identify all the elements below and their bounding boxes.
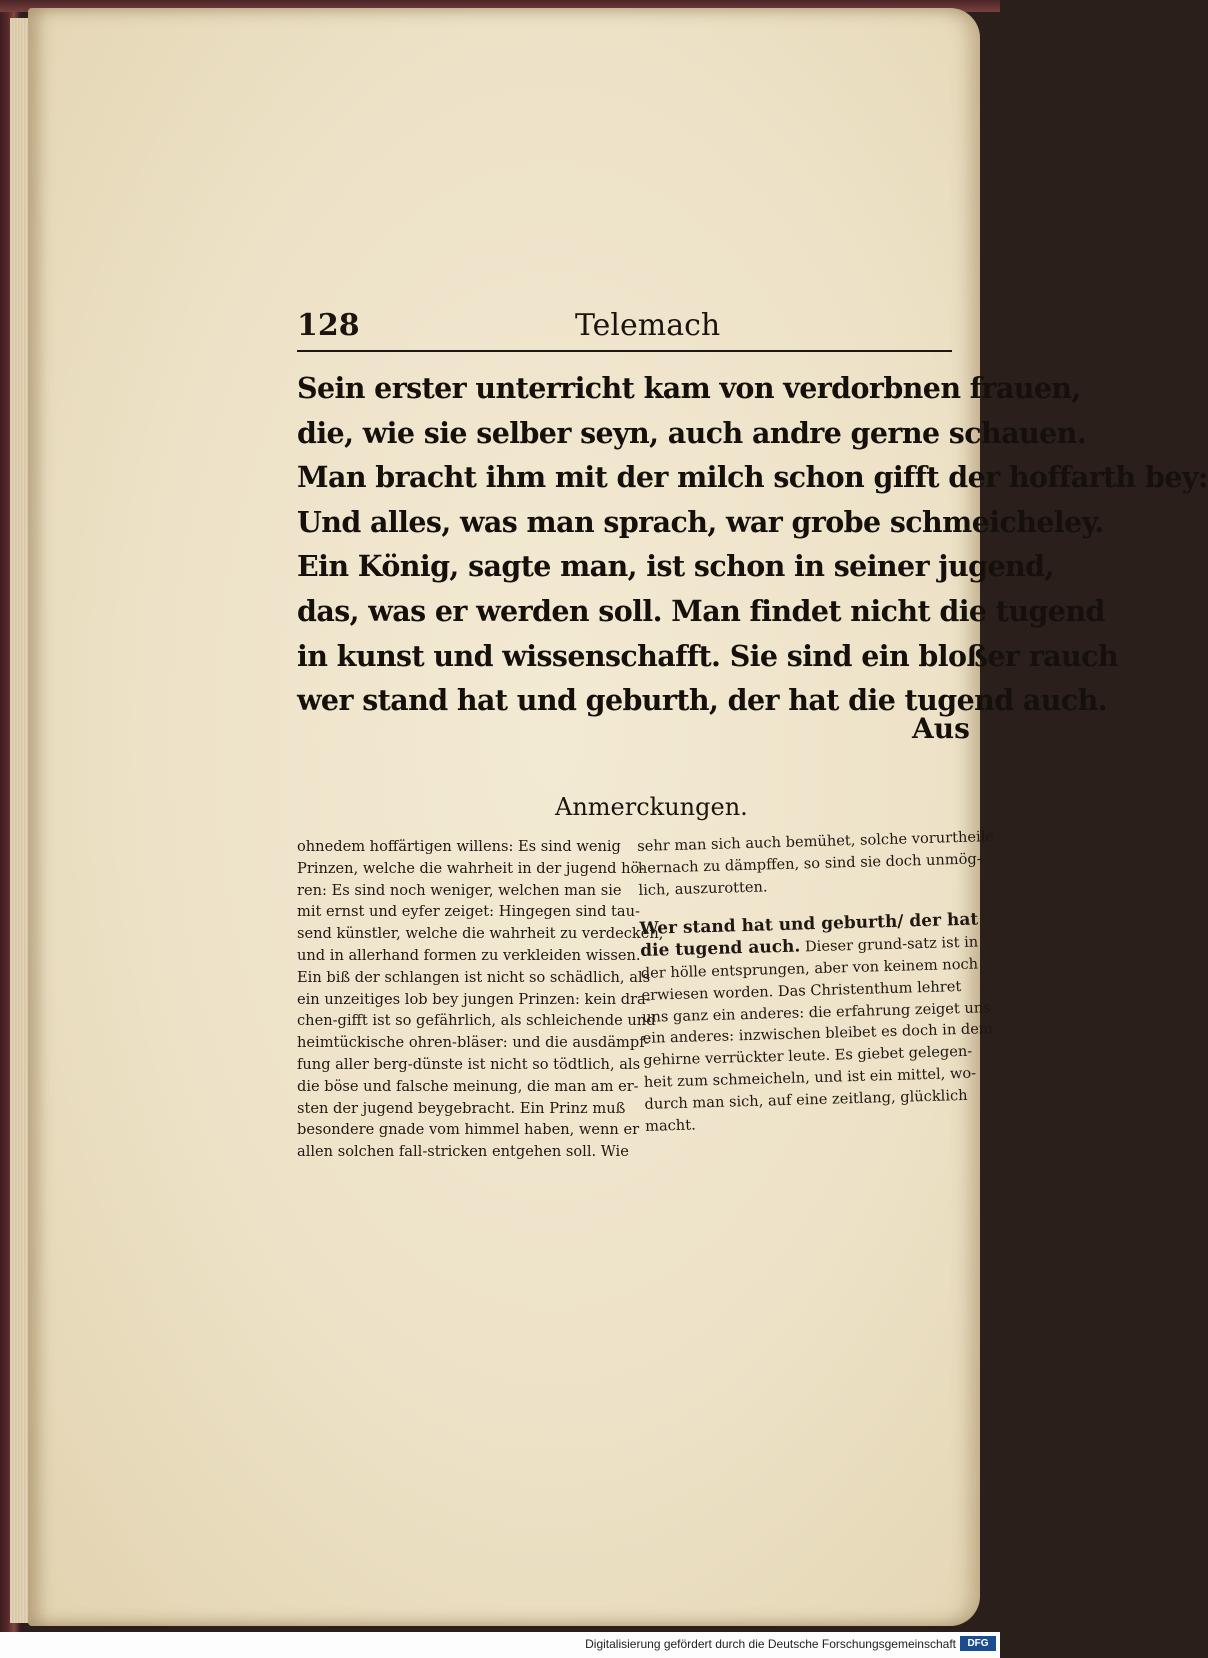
note-lemma-continued: die tugend auch. bbox=[639, 936, 801, 962]
note-line: fung aller berg-dünste ist nicht so tödtlich, als bbox=[297, 1055, 641, 1073]
note-line: erwiesen worden. Das Christenthum lehret bbox=[641, 977, 962, 1004]
verse-block bbox=[297, 366, 1208, 723]
note-line: send künstler, welche die wahrheit zu verdecken, bbox=[297, 925, 664, 943]
catchword: Aus bbox=[912, 712, 970, 745]
book-page bbox=[28, 8, 1208, 1626]
note-line: sehr man sich auch bemühet, solche vorurtheile bbox=[637, 828, 995, 855]
notes-left-column bbox=[297, 836, 664, 1163]
verse-line: Und alles, was man sprach, war grobe schmeicheley. bbox=[297, 504, 1104, 539]
verse-line: in kunst und wissenschafft. Sie sind ein bloßer rauch bbox=[297, 638, 1118, 673]
verse-line: die, wie sie selber seyn, auch andre gerne schauen. bbox=[297, 415, 1087, 450]
dfg-logo: DFG bbox=[960, 1636, 996, 1651]
note-line: sten der jugend beygebracht. Ein Prinz muß bbox=[297, 1099, 626, 1117]
note-lemma: Wer stand hat und geburth/ der hat bbox=[639, 909, 979, 940]
note-line: heit zum schmeicheln, und ist ein mittel, wo- bbox=[643, 1064, 977, 1091]
note-line: hernach zu dämpffen, so sind sie doch unmög- bbox=[637, 850, 982, 877]
note-line: chen-gifft ist so gefährlich, als schleichende und bbox=[297, 1012, 656, 1030]
verse-line: Man bracht ihm mit der milch schon gifft der hoffarth bey: bbox=[297, 460, 1208, 495]
note-line: und in allerhand formen zu verkleiden wissen. bbox=[297, 946, 641, 964]
note-line: durch man sich, auf eine zeitlang, glücklich bbox=[644, 1086, 968, 1113]
digitization-credit: Digitalisierung gefördert durch die Deutsche Forschungsgemeinschaft bbox=[585, 1637, 956, 1651]
note-text: Dieser grund-satz ist in bbox=[800, 933, 979, 956]
note-line: mit ernst und eyfer zeiget: Hingegen sind tau- bbox=[297, 903, 640, 921]
page-header bbox=[297, 308, 952, 352]
note-line: lich, auszurotten. bbox=[638, 877, 768, 899]
note-line: uns ganz ein anderes: die erfahrung zeiget uns bbox=[641, 998, 991, 1026]
note-line: ein anderes: inzwischen bleibet es doch in dem bbox=[642, 1020, 993, 1048]
note-line: macht. bbox=[644, 1116, 696, 1135]
page-number: 128 bbox=[297, 308, 360, 343]
note-line: die böse und falsche meinung, die man am er- bbox=[297, 1077, 639, 1095]
note-line: heimtückische ohren-bläser: und die ausdämpf- bbox=[297, 1034, 650, 1052]
verse-line: Ein König, sagte man, ist schon in seiner jugend, bbox=[297, 549, 1054, 584]
note-line: allen solchen fall-stricken entgehen soll. Wie bbox=[297, 1143, 629, 1161]
verse-line: wer stand hat und geburth, der hat die tugend auch. bbox=[297, 683, 1108, 718]
note-line: besondere gnade vom himmel haben, wenn er bbox=[297, 1121, 640, 1139]
notes-right-column bbox=[637, 827, 995, 1137]
running-title: Telemach bbox=[575, 308, 721, 343]
note-line: gehirne verrückter leute. Es giebet gelegen- bbox=[643, 1042, 973, 1070]
note-line: Prinzen, welche die wahrheit in der jugend hö- bbox=[297, 859, 645, 877]
note-line: Ein biß der schlangen ist nicht so schädlich, als bbox=[297, 968, 651, 986]
note-line: ein unzeitiges lob bey jungen Prinzen: kein dra- bbox=[297, 990, 651, 1008]
verse-line: das, was er werden soll. Man findet nicht die tugend bbox=[297, 593, 1105, 628]
page-edges bbox=[10, 18, 30, 1623]
notes-heading: Anmerckungen. bbox=[555, 793, 748, 821]
verse-line: Sein erster unterricht kam von verdorbnen frauen, bbox=[297, 371, 1081, 405]
note-line: der hölle entsprungen, aber von keinem noch bbox=[640, 955, 979, 982]
note-line: ren: Es sind noch weniger, welchen man sie bbox=[297, 881, 622, 899]
note-line: ohnedem hoffärtigen willens: Es sind wenig bbox=[297, 838, 621, 855]
